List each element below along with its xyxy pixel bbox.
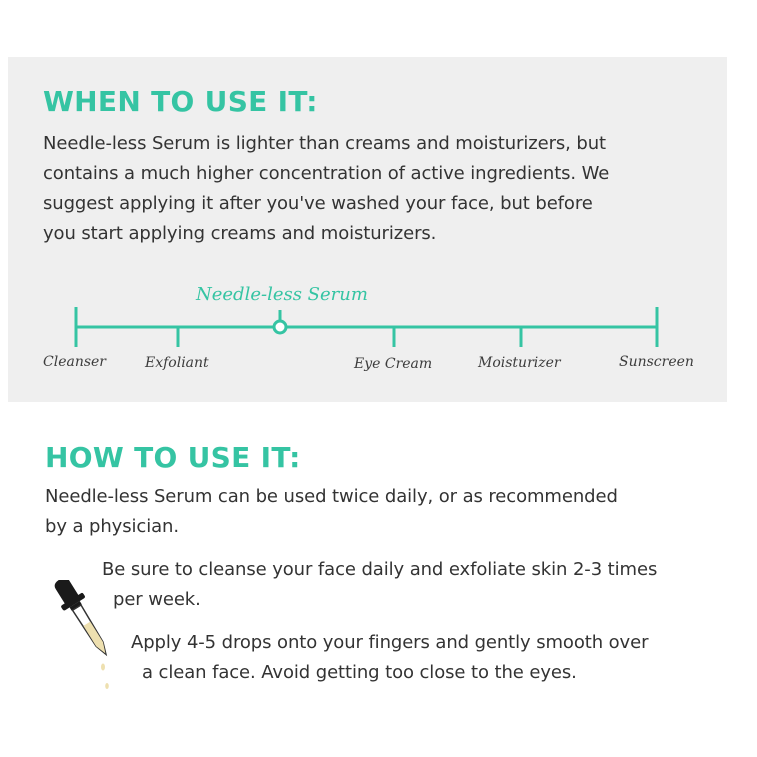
step-label-sunscreen: Sunscreen (619, 354, 694, 370)
when-line: Needle-less Serum is lighter than creams and moisturizers, but (43, 133, 606, 154)
when-line: suggest applying it after you've washed your face, but before (43, 193, 593, 214)
how-tip-apply (131, 628, 648, 688)
step-label-moisturizer: Moisturizer (478, 355, 561, 371)
dropper-icon (52, 580, 122, 700)
timeline-highlight-label: Needle-less Serum (196, 284, 368, 305)
serum-marker (274, 321, 286, 333)
how-tip-cleanse (102, 555, 657, 615)
how-intro (45, 482, 618, 542)
step-label-exfoliant: Exfoliant (145, 355, 209, 371)
tip-line: a clean face. Avoid getting too close to the eyes. (142, 662, 577, 683)
how-intro-line: by a physician. (45, 516, 179, 537)
tip-line: per week. (113, 589, 201, 610)
when-line: you start applying creams and moisturizers. (43, 223, 437, 244)
when-heading: WHEN TO USE IT: (43, 85, 318, 118)
step-label-cleanser: Cleanser (43, 354, 106, 370)
tip-line: Be sure to cleanse your face daily and exfoliate skin 2-3 times (102, 559, 658, 580)
tip-line: Apply 4-5 drops onto your fingers and gently smooth over (131, 632, 649, 653)
how-heading: HOW TO USE IT: (45, 441, 301, 474)
when-line: contains a much higher concentration of active ingredients. We (43, 163, 610, 184)
step-label-eye-cream: Eye Cream (354, 356, 433, 372)
how-intro-line: Needle-less Serum can be used twice daily, or as recommended (45, 486, 618, 507)
